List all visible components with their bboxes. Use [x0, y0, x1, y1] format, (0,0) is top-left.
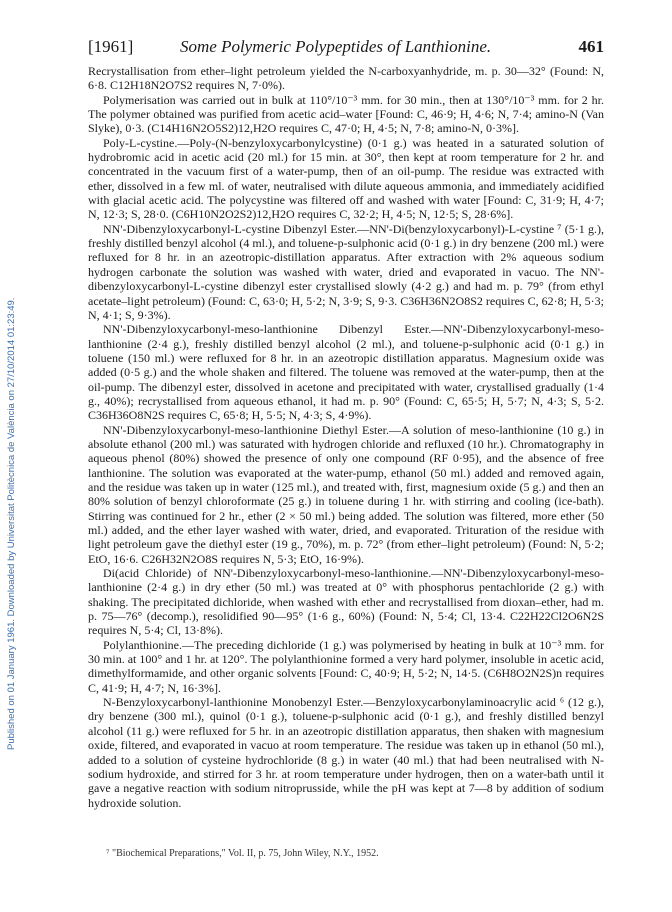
paragraph-cystine-dibenzyl-ester: NN'-Dibenzyloxycarbonyl-L-cystine Dibenzyl Ester.—NN'-Di(benzyloxycarbonyl)-L-cystine ⁷ (5·1 g.), freshly distilled benzyl alcohol (4 ml.), and toluene-p-sulphonic acid (0·1 g.) in dry benzene (200 ml.) were refluxed for 8 hr. in an azeotropic-distillation apparatus. After extraction with 2% aqueous sodium hydrogen carbonate the solution was washed with water, dried and evaporated in vacuo. The NN'-dibenzyloxycarbonyl-L-cystine dibenzyl ester crystallised slowly (4·2 g.) and had m. p. 79° (from ethyl acetate–light petroleum) (Found: C, 63·0; H, 5·2; N, 3·9; S, 9·3. C36H36N2O8S2 requires C, 62·8; H, 5·3; N, 4·1; S, 9·3%).	[88, 221, 604, 322]
paragraph-poly-l-cystine: Poly-L-cystine.—Poly-(N-benzyloxycarbonylcystine) (0·1 g.) was heated in a saturated solution of hydrobromic acid in acetic acid (20 ml.) for 15 min. at 30°, then kept at room temperature for 2 hr. and concentrated in the vacuum first of a water-pump, then of an oil-pump. The residue was extracted with ether, dissolved in a few ml. of water, neutralised with dilute aqueous ammonia, and immediately acidified with glacial acetic acid. The polycystine was filtered off and washed with water [Found: C, 31·9; H, 4·7; N, 12·3; S, 28·0. (C6H10N2O2S2)12,H2O requires C, 32·2; H, 4·5; N, 12·5; S, 28·6%].	[88, 135, 604, 222]
paragraph-lanthionine-dibenzyl-ester: NN'-Dibenzyloxycarbonyl-meso-lanthionine Dibenzyl Ester.—NN'-Dibenzyloxycarbonyl-meso-lanthionine (2·4 g.), freshly distilled benzyl alcohol (2 ml.), and toluene-p-sulphonic acid (0·1 g.) in toluene (150 ml.) were refluxed for 8 hr. in an azeotropic distillation apparatus. Magnesium oxide was added (0·5 g.) and the whole shaken and filtered. The toluene was removed at the water-pump, then at the oil-pump. The dibenzyl ester, dissolved in acetone and precipitated with water, crystallised gradually (1·4 g., 40%); recrystallised from aqueous ethanol, it had m. p. 90° (Found: C, 65·5; H, 5·7; N, 4·3; S, 5·2. C36H36O8N2S requires C, 65·8; H, 5·5; N, 4·3; S, 4·9%).	[88, 322, 604, 423]
paragraph-polylanthionine: Polylanthionine.—The preceding dichloride (1 g.) was polymerised by heating in bulk at 10⁻³ mm. for 30 min. at 100° and 1 hr. at 120°. The polylanthionine formed a very hard polymer, insoluble in acetic acid, dimethylformamide, and other organic solvents [Found: C, 40·9; H, 5·2; N, 14·5. (C6H8O2N2S)n requires C, 41·9; H, 4·7; N, 16·3%].	[88, 637, 604, 695]
header-year: [1961]	[88, 37, 134, 56]
paragraph-polymerisation: Polymerisation was carried out in bulk at 110°/10⁻³ mm. for 30 min., then at 130°/10⁻³ mm. for 2 hr. The polymer obtained was purified from acetic acid–water [Found: C, 46·9; H, 4·6; N, 7·4; amino-N (Van Slyke), 0·3. (C14H16N2O5S2)12,H2O requires C, 47·0; H, 4·5; N, 7·8; amino-N, 0·3%].	[88, 92, 604, 136]
running-header	[88, 37, 604, 57]
paragraph-monobenzyl-ester: N-Benzyloxycarbonyl-lanthionine Monobenzyl Ester.—Benzyloxycarbonylaminoacrylic acid ⁶ (12 g.), dry benzene (300 ml.), quinol (0·1 g.), toluene-p-sulphonic acid (0·1 g.), and freshly distilled benzyl alcohol (11 g.) were refluxed for 5 hr. in an azeotropic distillation apparatus, then shaken with magnesium oxide, filtered, and evaporated in vacuo at room temperature. The residue was taken up in ethanol (50 ml.), added to a solution of cysteine hydrochloride (8 g.) in water (40 ml.) that had been neutralised with N-sodium hydroxide, and stirred for 3 hr. at room temperature under hydrogen, then on a water-bath until it gave a negative reaction with sodium nitroprusside, while the pH was kept at 7—8 by addition of sodium hydroxide solution.	[88, 695, 604, 810]
page-number: 461	[578, 37, 604, 56]
body-text	[88, 64, 604, 810]
paragraph-lanthionine-diethyl-ester: NN'-Dibenzyloxycarbonyl-meso-lanthionine Diethyl Ester.—A solution of meso-lanthionine (10 g.) in absolute ethanol (200 ml.) was saturated with hydrogen chloride and refluxed (10 hr.). Chromatography in aqueous phenol (80%) showed the presence of only one compound (RF 0·95), and the absence of free lanthionine. The solution was evaporated at the water-pump, ethanol (50 ml.) added and removed again, and the residue was taken up in water (125 ml.), and treated with, first, magnesium oxide (5 g.) and then an 80% solution of benzyl chloroformate (25 g.) in toluene during 1 hr. with stirring and cooling (ice-bath). Stirring was continued for 2 hr., ether (2 × 50 ml.) being added. The solution was filtered, more ether (50 ml.) added, and the ether layer washed with water, dried, and evaporated. Trituration of the residue with light petroleum gave the diethyl ester (19 g., 70%), m. p. 72° (from ether–light petroleum) (Found: N, 5·2; EtO, 16·6. C26H32N2O8S requires N, 5·3; EtO, 16·9%).	[88, 422, 604, 566]
download-watermark	[6, 150, 20, 750]
header-title: Some Polymeric Polypeptides of Lanthionine.	[180, 37, 492, 56]
footnote: ⁷ "Biochemical Preparations," Vol. II, p. 75, John Wiley, N.Y., 1952.	[106, 848, 379, 859]
paragraph-acid-chloride: Di(acid Chloride) of NN'-Dibenzyloxycarbonyl-meso-lanthionine.—NN'-Dibenzyloxycarbonyl-meso-lanthionine (2·4 g.) in dry ether (50 ml.) was treated at 0° with phosphorus pentachloride (2 g.) with shaking. The precipitated dichloride, when washed with ether and recrystallised from dioxan–ether, had m. p. 75—76° (decomp.), resolidified 90—95° (1·6 g., 60%) (Found: N, 5·4; Cl, 13·4. C22H22Cl2O6N2S requires N, 5·4; Cl, 13·8%).	[88, 566, 604, 638]
publication-note: Published on 01 January 1961. Downloaded by Universitat Politècnica de València on 27/10/2014 01:23:49.	[6, 297, 17, 750]
paragraph-recrystallisation: Recrystallisation from ether–light petroleum yielded the N-carboxyanhydride, m. p. 30—32° (Found: N, 6·8. C12H18N2O7S2 requires N, 7·0%).	[88, 64, 604, 93]
